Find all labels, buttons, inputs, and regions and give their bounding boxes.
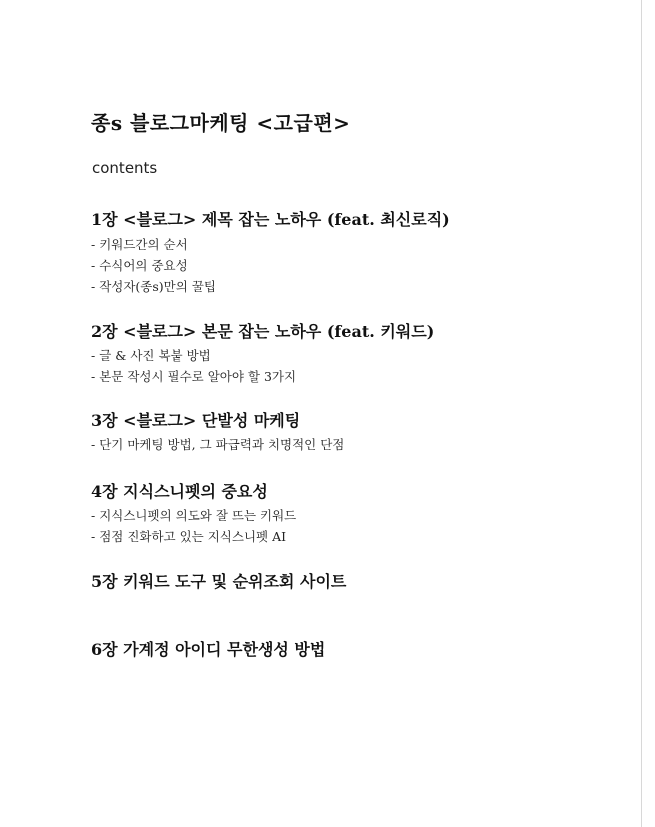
chapter-4-item-2: - 점점 진화하고 있는 지식스니펫 AI <box>91 529 287 544</box>
chapter-4-heading: 4장 지식스니펫의 중요성 <box>91 482 268 501</box>
contents-label: contents <box>92 159 158 177</box>
chapter-1-heading: 1장 <블로그> 제목 잡는 노하우 (feat. 최신로직) <box>91 210 450 229</box>
chapter-4-item-1: - 지식스니펫의 의도와 잘 뜨는 키워드 <box>91 508 297 523</box>
page-gutter <box>642 0 655 827</box>
chapter-2-item-2: - 본문 작성시 필수로 알아야 할 3가지 <box>91 369 297 384</box>
chapter-1-item-3: - 작성자(종s)만의 꿀팁 <box>91 279 216 294</box>
chapter-2-heading: 2장 <블로그> 본문 잡는 노하우 (feat. 키워드) <box>91 322 435 341</box>
chapter-1-item-1: - 키워드간의 순서 <box>91 237 188 252</box>
document-title: 종s 블로그마케팅 <고급편> <box>91 111 351 135</box>
chapter-5-heading: 5장 키워드 도구 및 순위조회 사이트 <box>91 572 347 591</box>
chapter-6-heading: 6장 가계정 아이디 무한생성 방법 <box>91 640 326 659</box>
chapter-3-heading: 3장 <블로그> 단발성 마케팅 <box>91 411 301 430</box>
chapter-1-item-2: - 수식어의 중요성 <box>91 258 188 273</box>
chapter-3-item-1: - 단기 마케팅 방법, 그 파급력과 치명적인 단점 <box>91 437 345 452</box>
chapter-2-item-1: - 글 & 사진 복붙 방법 <box>91 348 211 363</box>
